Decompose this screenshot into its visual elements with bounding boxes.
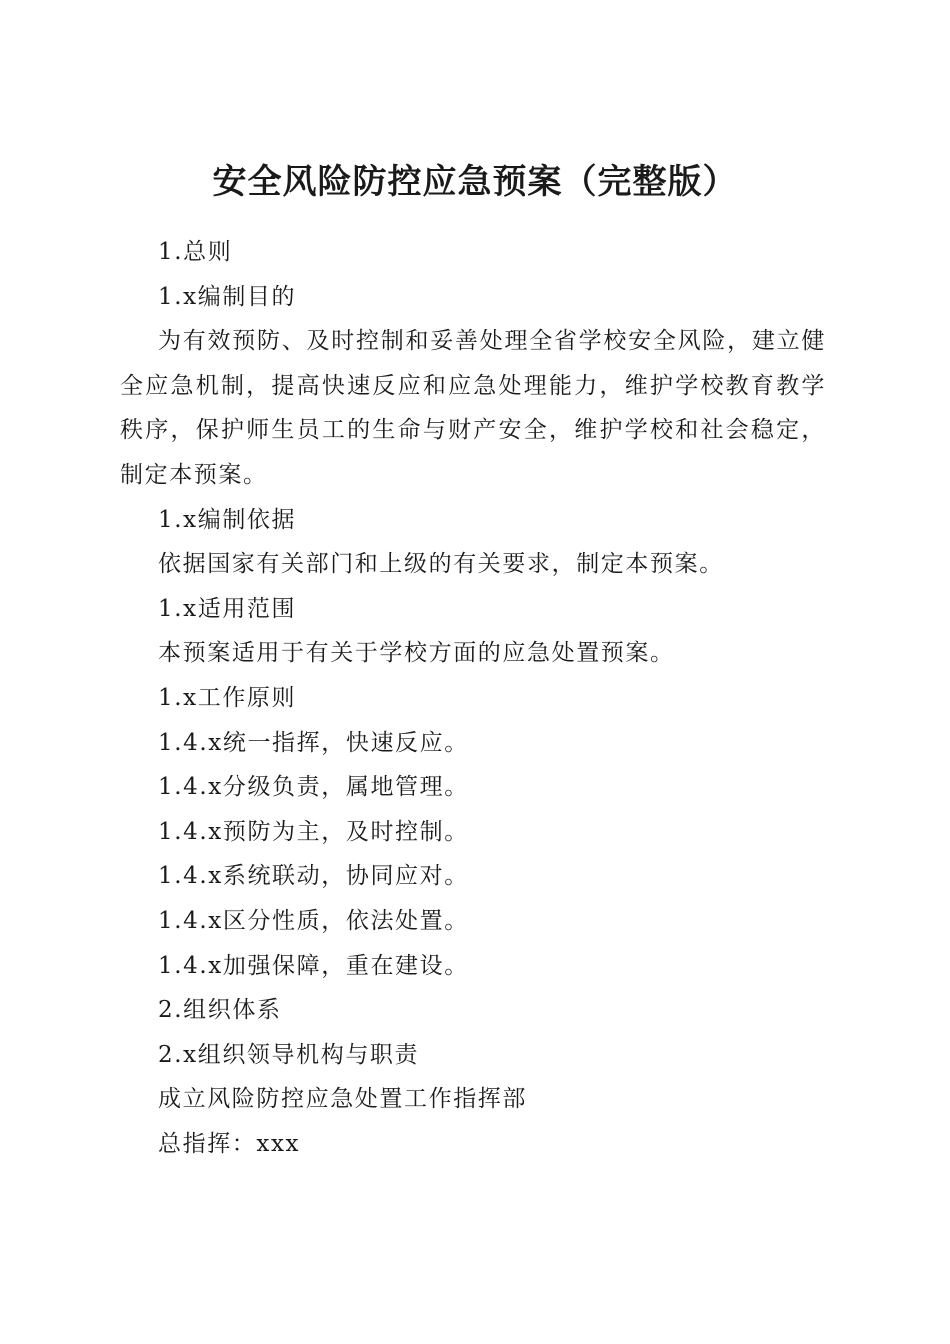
subsection-basis: 1.x编制依据 — [158, 506, 297, 533]
principle-item: 1.4.x加强保障，重在建设。 — [158, 952, 469, 979]
subsection-scope: 1.x适用范围 — [158, 595, 297, 622]
principle-item: 1.4.x区分性质，依法处置。 — [158, 907, 469, 934]
subsection-principles: 1.x工作原则 — [158, 684, 297, 711]
section-heading-organization: 2.组织体系 — [158, 997, 282, 1024]
basis-paragraph: 依据国家有关部门和上级的有关要求，制定本预案。 — [158, 551, 724, 578]
principle-item: 1.4.x系统联动，协同应对。 — [158, 863, 469, 890]
document-body — [120, 230, 826, 1166]
document-title: 安全风险防控应急预案（完整版） — [212, 161, 738, 202]
headquarters-paragraph: 成立风险防控应急处置工作指挥部 — [158, 1086, 527, 1113]
purpose-paragraph: 为有效预防、及时控制和妥善处理全省学校安全风险，建立健全应急机制，提高快速反应和应急处理能力，维护学校教育教学秩序，保护师生员工的生命与财产安全，维护学校和社会稳定，制定本预案。 — [120, 328, 826, 488]
section-heading-general: 1.总则 — [158, 239, 233, 265]
subsection-leadership: 2.x组织领导机构与职责 — [158, 1041, 420, 1068]
subsection-purpose: 1.x编制目的 — [158, 283, 297, 310]
principle-item: 1.4.x分级负责，属地管理。 — [158, 774, 469, 801]
principle-item: 1.4.x统一指挥，快速反应。 — [158, 729, 469, 756]
scope-paragraph: 本预案适用于有关于学校方面的应急处置预案。 — [158, 640, 675, 667]
commander-line: 总指挥：xxx — [158, 1130, 301, 1157]
principle-item: 1.4.x预防为主，及时控制。 — [158, 818, 469, 845]
